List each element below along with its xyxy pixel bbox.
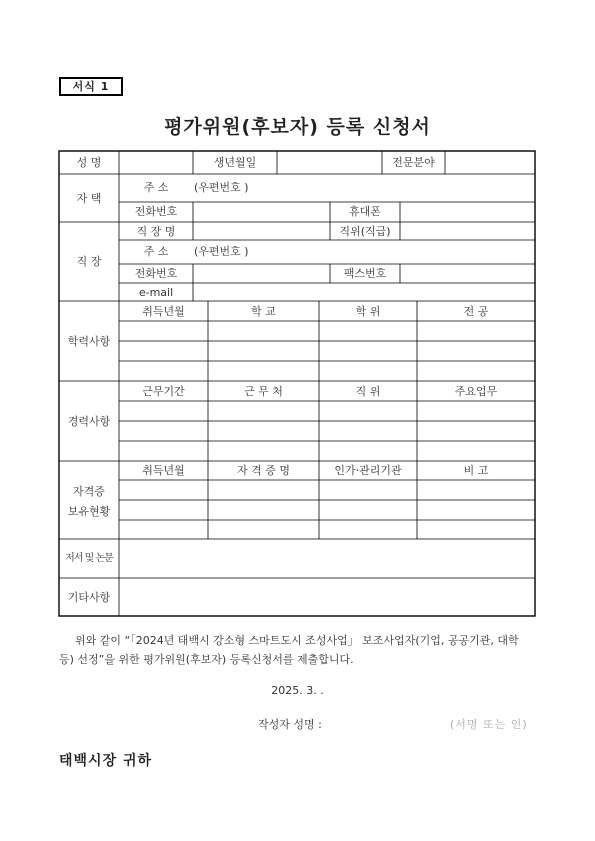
specialty-label: 전문분야 bbox=[392, 156, 435, 169]
publications-label: 저서 및 논문 bbox=[65, 553, 113, 564]
career-header-duties: 주요업무 bbox=[454, 385, 498, 398]
career-header-position: 직 위 bbox=[355, 385, 381, 398]
home-postal-code: (우편번호 ) bbox=[194, 181, 249, 194]
submission-date: 2025. 3. . bbox=[271, 684, 324, 697]
work-phone-label: 전화번호 bbox=[134, 267, 178, 280]
home-phone-label: 전화번호 bbox=[134, 205, 178, 218]
home-address-label: 주 소 bbox=[143, 181, 169, 194]
page-title: 평가위원(후보자) 등록 신청서 bbox=[164, 116, 431, 138]
education-header-degree: 학 위 bbox=[355, 305, 381, 318]
certificate-label-line2: 보유현황 bbox=[67, 505, 111, 518]
career-header-employer: 근 무 처 bbox=[244, 385, 283, 398]
work-label: 직 장 bbox=[76, 255, 102, 268]
signature-hint: (서명 또는 인) bbox=[450, 718, 528, 731]
home-label: 자 택 bbox=[76, 192, 102, 205]
mobile-label: 휴대폰 bbox=[349, 205, 381, 218]
company-name-label: 직 장 명 bbox=[136, 225, 176, 238]
birthdate-label: 생년월일 bbox=[213, 156, 257, 169]
fax-label: 팩스번호 bbox=[343, 267, 387, 280]
certificate-header-remarks: 비 고 bbox=[463, 464, 489, 477]
statement-paragraph: 위와 같이 “「2024년 태백시 강소형 스마트도시 조성사업」 보조사업자(기업, 공공기관, 대학 등) 선정”을 위한 평가위원(후보자) 등록신청서를 제출합니다. bbox=[59, 634, 519, 666]
other-label: 기타사항 bbox=[67, 591, 111, 604]
certificate-header-issuer: 인가·관리기관 bbox=[334, 464, 402, 477]
certificate-header-date: 취득년월 bbox=[142, 464, 185, 477]
work-address-label: 주 소 bbox=[143, 245, 169, 258]
education-label: 학력사항 bbox=[67, 335, 111, 348]
career-header-period: 근무기간 bbox=[142, 385, 185, 398]
career-label: 경력사항 bbox=[67, 415, 111, 428]
certificate-header-name: 자 격 증 명 bbox=[237, 464, 290, 477]
name-label: 성 명 bbox=[76, 156, 102, 169]
form-number-label: 서식 1 bbox=[59, 77, 123, 96]
education-header-date: 취득년월 bbox=[142, 305, 185, 318]
position-label: 직위(직급) bbox=[339, 225, 391, 238]
certificate-label-line1: 자격증 bbox=[73, 485, 105, 498]
work-postal-code: (우편번호 ) bbox=[194, 245, 249, 258]
education-header-school: 학 교 bbox=[251, 305, 276, 318]
signature-label: 작성자 성명 : bbox=[258, 718, 322, 731]
education-header-major: 전 공 bbox=[463, 305, 489, 318]
email-label: e-mail bbox=[138, 286, 174, 299]
recipient: 태백시장 귀하 bbox=[59, 753, 153, 769]
